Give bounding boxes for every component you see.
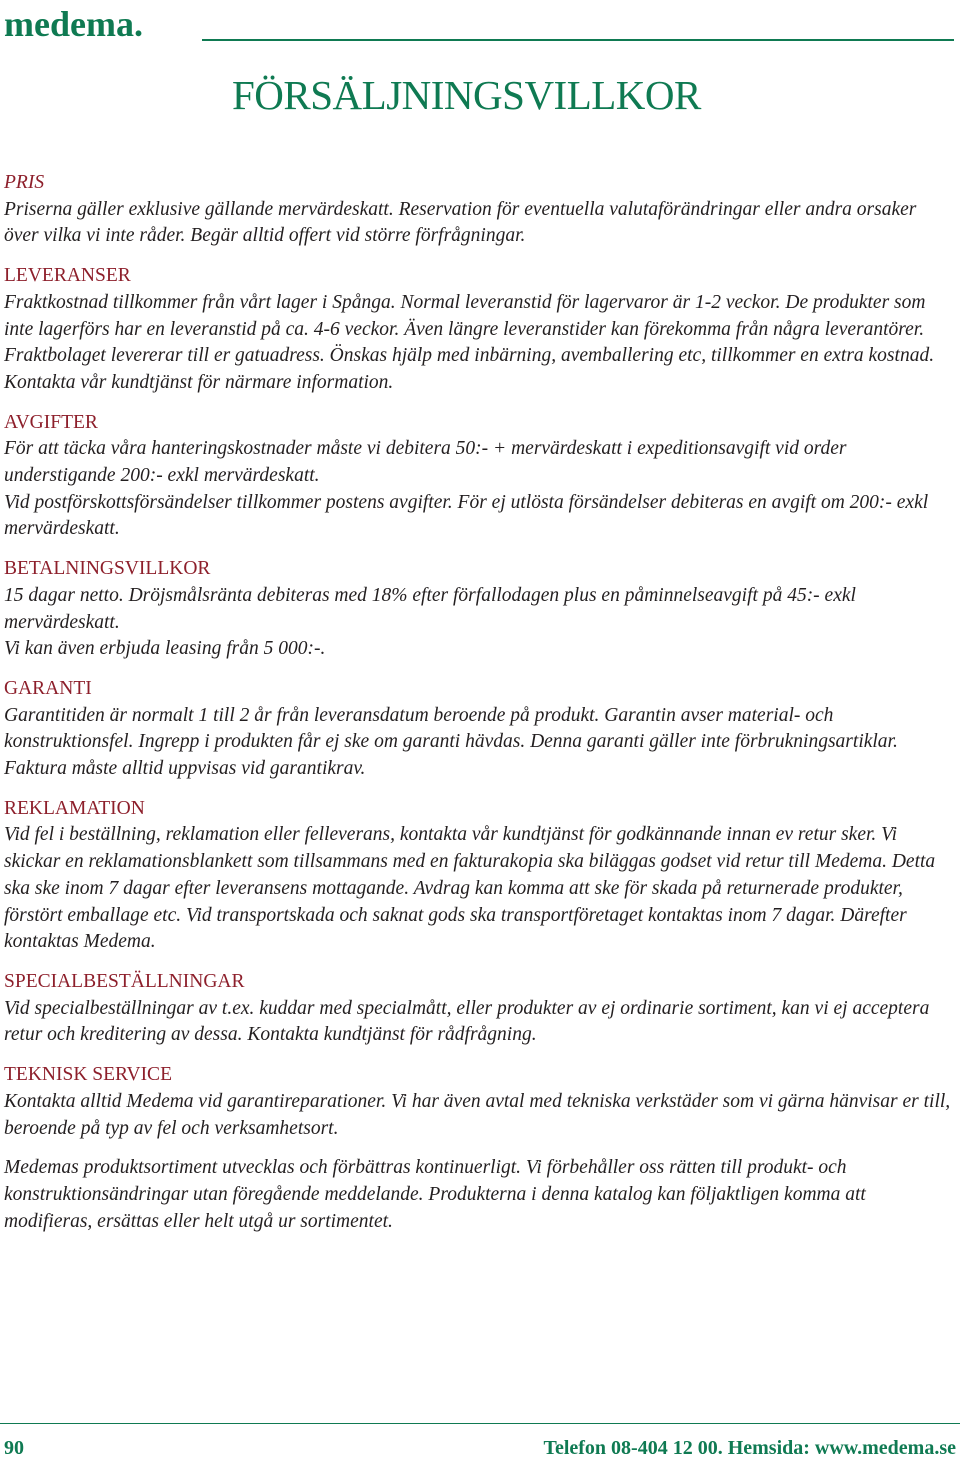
section-paragraph: Priserna gäller exklusive gällande mervärdeskatt. Reservation för eventuella valutaförändringar eller andra orsaker över vilka vi inte råder. Begär alltid offert vid större förfrågningar. xyxy=(4,198,917,247)
section-paragraph: Vi kan även erbjuda leasing från 5 000:-. xyxy=(4,638,326,660)
section-garanti xyxy=(4,676,954,783)
closing-paragraph: Medemas produktsortiment utvecklas och förbättras kontinuerligt. Vi förbehåller oss rätten till produkt- och konstruktionsändringar utan föregående meddelande. Produkterna i denna katalog kan följaktligen komma att modifieras, ersättas eller helt utgå ur sortimentet. xyxy=(4,1157,866,1232)
section-heading: TEKNISK SERVICE xyxy=(4,1064,172,1086)
section-paragraph: 15 dagar netto. Dröjsmålsränta debiteras med 18% efter förfallodagen plus en påminnelseavgift på 45:- exkl mervärdeskatt. xyxy=(4,584,856,633)
section-heading: SPECIALBESTÄLLNINGAR xyxy=(4,970,245,992)
section-avgifter xyxy=(4,410,954,544)
section-closing xyxy=(4,1155,954,1235)
section-heading: LEVERANSER xyxy=(4,265,131,287)
footer-rule xyxy=(0,1423,960,1424)
section-teknisk-service xyxy=(4,1062,954,1142)
section-paragraph: Kontakta alltid Medema vid garantireparationer. Vi har även avtal med tekniska verkstäder som vi gärna hänvisar er till, beroende på typ av fel och verksamhetsort. xyxy=(4,1090,951,1139)
medema-logo: medema. xyxy=(4,4,143,44)
section-heading: REKLAMATION xyxy=(4,797,145,819)
section-reklamation xyxy=(4,796,954,956)
section-paragraph: Garantitiden är normalt 1 till 2 år från leveransdatum beroende på produkt. Garantin avser material- och konstruktionsfel. Ingrepp i produkten får ej ske om garanti hävdas. Denna garanti gäller inte förbrukningsartiklar. Faktura måste alltid uppvisas vid garantikrav. xyxy=(4,704,898,780)
section-heading: GARANTI xyxy=(4,677,92,699)
footer-contact: Telefon 08-404 12 00. Hemsida: www.medema.se xyxy=(543,1437,956,1459)
section-heading: AVGIFTER xyxy=(4,411,98,433)
section-paragraph: Vid specialbeställningar av t.ex. kuddar med specialmått, eller produkter av ej ordinarie sortiment, kan vi ej acceptera retur och kreditering av dessa. Kontakta kundtjänst för rådfrågning. xyxy=(4,997,930,1046)
page-number: 90 xyxy=(4,1437,24,1459)
section-betalningsvillkor xyxy=(4,556,954,663)
section-specialbestallningar xyxy=(4,969,954,1049)
section-pris xyxy=(4,170,954,250)
header-rule xyxy=(202,39,954,41)
section-leveranser xyxy=(4,263,954,397)
section-paragraph: Fraktkostnad tillkommer från vårt lager i Spånga. Normal leveranstid för lagervaror är 1-2 veckor. De produkter som inte lagerförs har en leveranstid på ca. 4-6 veckor. Även längre leveranstider kan förekomma från några leverantörer. Fraktbolaget levererar till er gatuadress. Önskas hjälp med inbärning, avemballering etc, tillkommer en extra kostnad. Kontakta vår kundtjänst för närmare information. xyxy=(4,291,935,393)
section-paragraph: Vid fel i beställning, reklamation eller felleverans, kontakta vår kundtjänst för godkännande innan ev retur sker. Vi skickar en reklamationsblankett som tillsammans med en fakturakopia ska biläggas godset vid retur till Medema. Detta ska ske inom 7 dagar efter leveransens mottagande. Avdrag kan komma att ske för skada på returnerade produkter, förstört emballage etc. Vid transportskada och saknat gods ska transportföretaget kontaktas inom 7 dagar. Därefter kontaktas Medema. xyxy=(4,824,936,953)
section-heading: BETALNINGSVILLKOR xyxy=(4,558,211,580)
section-paragraph: För att täcka våra hanteringskostnader måste vi debitera 50:- + mervärdeskatt i expeditionsavgift vid order understigande 200:- exkl mervärdeskatt. xyxy=(4,438,847,487)
section-paragraph: Vid postförskottsförsändelser tillkommer postens avgifter. För ej utlösta försändelser debiteras en avgift om 200:- exkl mervärdeskatt. xyxy=(4,491,929,540)
page-title: FÖRSÄLJNINGSVILLKOR xyxy=(232,72,701,118)
section-heading: PRIS xyxy=(4,172,45,193)
terms-content xyxy=(4,170,954,1248)
